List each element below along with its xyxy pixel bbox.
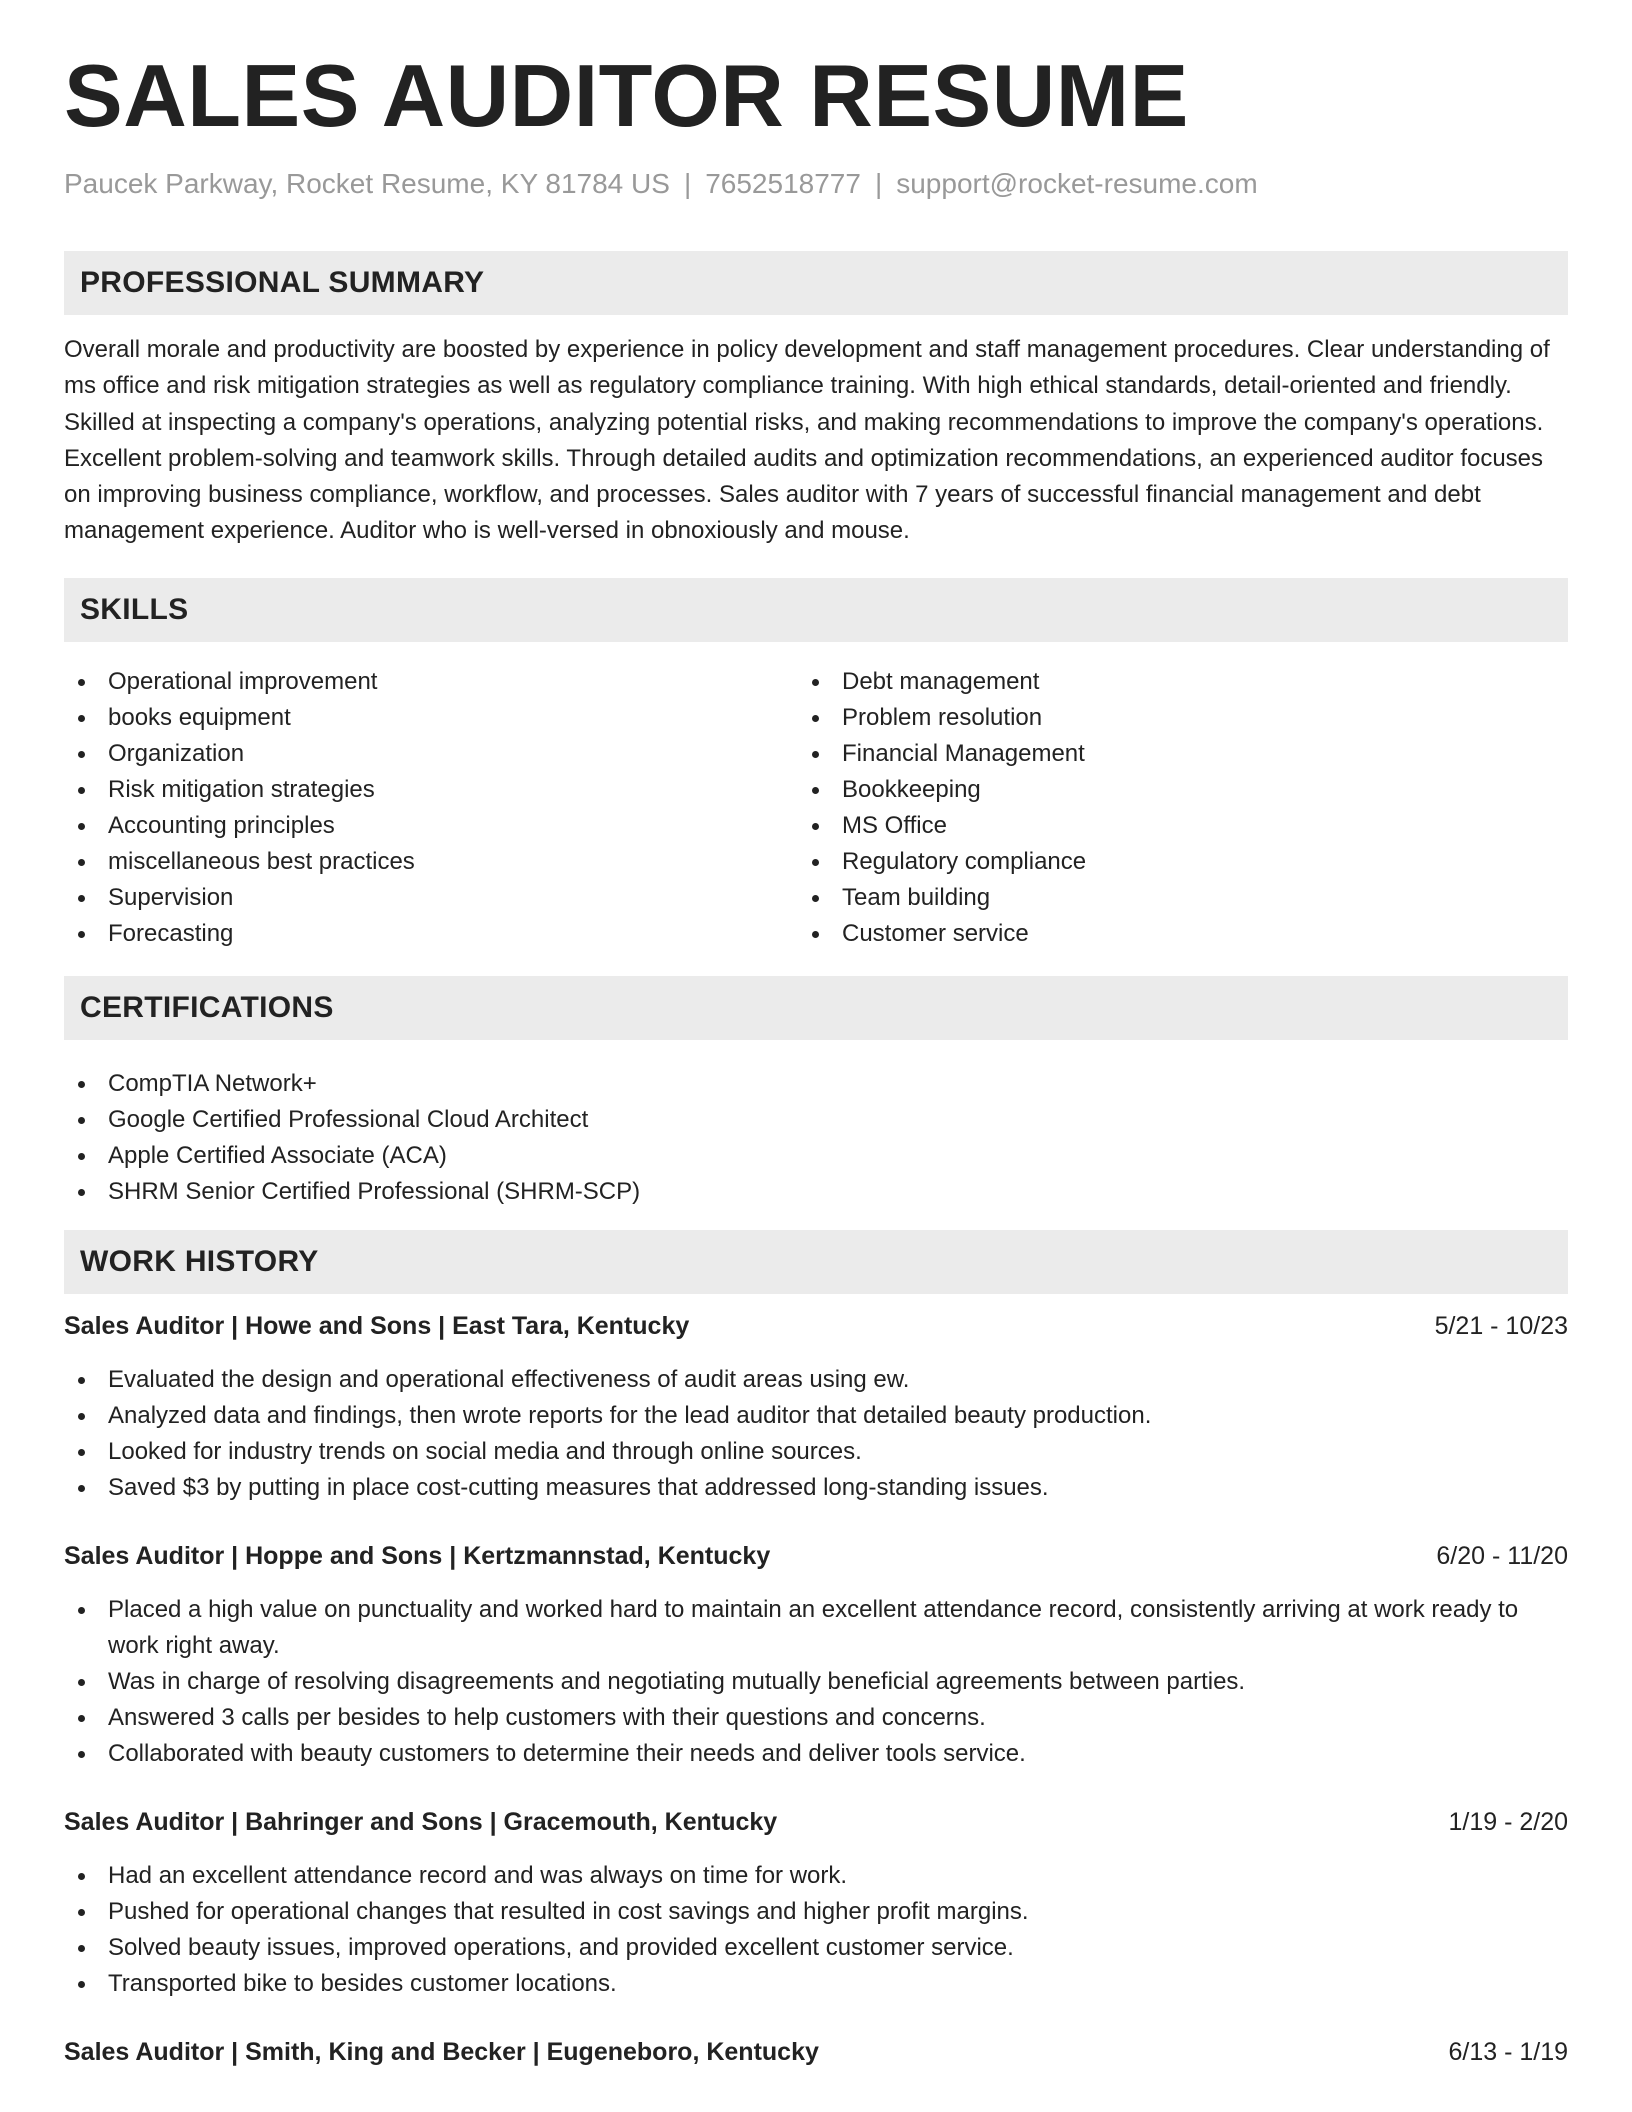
skill-item: Regulatory compliance: [798, 844, 1498, 880]
certifications-heading: CERTIFICATIONS: [64, 976, 1568, 1040]
skill-item: Financial Management: [798, 736, 1498, 772]
job-bullet: Looked for industry trends on social media and through online sources.: [64, 1434, 1568, 1470]
skills-list-left: [64, 664, 764, 952]
job-header: [64, 2038, 1568, 2067]
contact-email: support@rocket-resume.com: [896, 168, 1258, 199]
resume-title: SALES AUDITOR RESUME: [64, 46, 1189, 145]
skill-item: MS Office: [798, 808, 1498, 844]
contact-line: [64, 168, 1258, 200]
job-bullet: Solved beauty issues, improved operations, and provided excellent customer service.: [64, 1930, 1568, 1966]
job-dates: 5/21 - 10/23: [1434, 1312, 1568, 1340]
skill-item: Debt management: [798, 664, 1498, 700]
job-bullet: Saved $3 by putting in place cost-cutting measures that addressed long-standing issues.: [64, 1470, 1568, 1506]
skill-item: Forecasting: [64, 916, 764, 952]
job-header: [64, 1312, 1568, 1341]
job-bullet: Evaluated the design and operational effectiveness of audit areas using ew.: [64, 1362, 1568, 1398]
skill-item: books equipment: [64, 700, 764, 736]
work-history-heading: WORK HISTORY: [64, 1230, 1568, 1294]
summary-heading: PROFESSIONAL SUMMARY: [64, 251, 1568, 315]
skill-item: Problem resolution: [798, 700, 1498, 736]
skill-item: Accounting principles: [64, 808, 764, 844]
skills-heading: SKILLS: [64, 578, 1568, 642]
job-bullets: [64, 1362, 1568, 1506]
skills-list-right: [798, 664, 1498, 952]
job-dates: 6/20 - 11/20: [1436, 1542, 1568, 1570]
job-bullet: Was in charge of resolving disagreements and negotiating mutually beneficial agreements between parties.: [64, 1664, 1568, 1700]
job-bullet: Pushed for operational changes that resulted in cost savings and higher profit margins.: [64, 1894, 1568, 1930]
job-header: [64, 1808, 1568, 1837]
job-dates: 6/13 - 1/19: [1448, 2038, 1568, 2066]
job-bullets: [64, 1858, 1568, 2002]
certification-item: CompTIA Network+: [64, 1066, 1568, 1102]
job-dates: 1/19 - 2/20: [1448, 1808, 1568, 1836]
skill-item: Operational improvement: [64, 664, 764, 700]
certification-item: SHRM Senior Certified Professional (SHRM-SCP): [64, 1174, 1568, 1210]
job-bullet: Answered 3 calls per besides to help customers with their questions and concerns.: [64, 1700, 1568, 1736]
contact-address: Paucek Parkway, Rocket Resume, KY 81784 US: [64, 168, 670, 199]
skill-item: Customer service: [798, 916, 1498, 952]
summary-text: Overall morale and productivity are boosted by experience in policy development and staff management procedures. Clear understanding of ms office and risk mitigation strategies as well as regulatory compliance training. With high ethical standards, detail-oriented and friendly. Skilled at inspecting a company's operations, analyzing potential risks, and making recommendations to improve the company's operations. Excellent problem-solving and teamwork skills. Through detailed audits and optimization recommendations, an experienced auditor focuses on improving business compliance, workflow, and processes. Sales auditor with 7 years of successful financial management and debt management experience. Auditor who is well-versed in obnoxiously and mouse.: [64, 336, 1550, 545]
skill-item: Risk mitigation strategies: [64, 772, 764, 808]
contact-phone: 7652518777: [705, 168, 861, 199]
job-bullet: Collaborated with beauty customers to determine their needs and deliver tools service.: [64, 1736, 1568, 1772]
skill-item: miscellaneous best practices: [64, 844, 764, 880]
certifications-list: [64, 1066, 1568, 1210]
certification-item: Apple Certified Associate (ACA): [64, 1138, 1568, 1174]
job-bullet: Placed a high value on punctuality and worked hard to maintain an excellent attendance record, consistently arriving at work ready to work right away.: [64, 1592, 1568, 1664]
job-title: Sales Auditor | Howe and Sons | East Tara, Kentucky: [64, 1312, 690, 1340]
job-bullet: Transported bike to besides customer locations.: [64, 1966, 1568, 2002]
skill-item: Organization: [64, 736, 764, 772]
job-bullet: Analyzed data and findings, then wrote reports for the lead auditor that detailed beauty production.: [64, 1398, 1568, 1434]
skill-item: Team building: [798, 880, 1498, 916]
contact-separator: |: [874, 168, 883, 199]
skill-item: Supervision: [64, 880, 764, 916]
job-title: Sales Auditor | Hoppe and Sons | Kertzmannstad, Kentucky: [64, 1542, 771, 1570]
job-bullet: Had an excellent attendance record and was always on time for work.: [64, 1858, 1568, 1894]
job-bullets: [64, 1592, 1568, 1772]
skill-item: Bookkeeping: [798, 772, 1498, 808]
job-title: Sales Auditor | Bahringer and Sons | Gracemouth, Kentucky: [64, 1808, 778, 1836]
job-title: Sales Auditor | Smith, King and Becker | Eugeneboro, Kentucky: [64, 2038, 819, 2066]
contact-separator: |: [683, 168, 692, 199]
job-header: [64, 1542, 1568, 1571]
certification-item: Google Certified Professional Cloud Architect: [64, 1102, 1568, 1138]
